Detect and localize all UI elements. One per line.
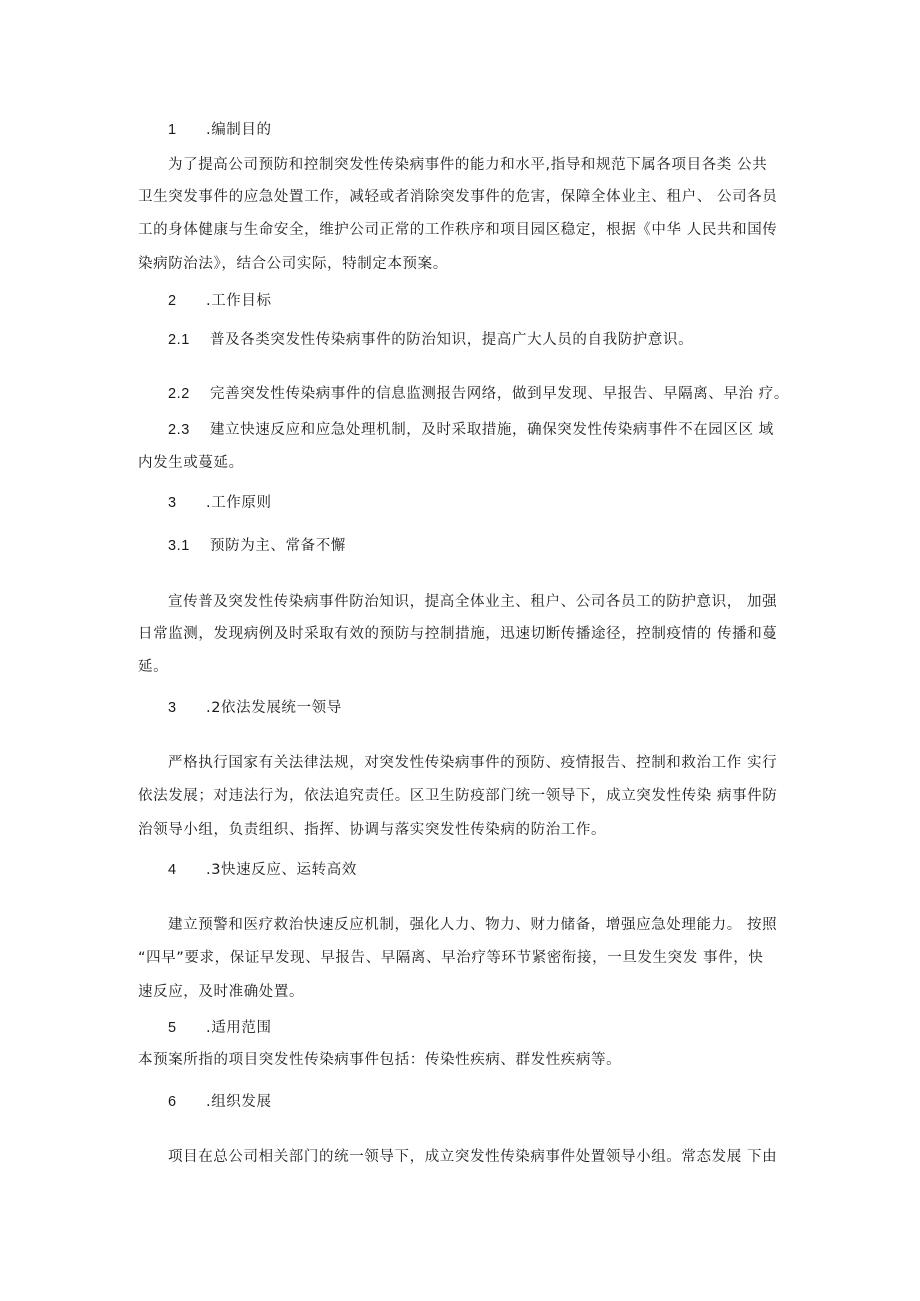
list-item-2-2: 2.2 完善突发性传染病事件的信息监测报告网络，做到早发现、早报告、早隔离、早治 疗。 — [168, 386, 790, 402]
paragraph-line: 卫生突发事件的应急处置工作，减轻或者消除突发事件的危害，保障全体业主、租户、 公司各员 — [138, 189, 778, 205]
list-item-2-1: 2.1 普及各类突发性传染病事件的防治知识，提高广大人员的自我防护意识。 — [168, 332, 694, 348]
paragraph-line: 染病防治法》，结合公司实际，特制定本预案。 — [138, 256, 448, 272]
section-heading-2: 2 .工作目标 — [168, 293, 272, 309]
paragraph-line: 延。 — [138, 659, 169, 675]
paragraph-line: “四早”要求，保证早发现、早报告、早隔离、早治疗等环节紧密衔接，一旦发生突发 事件，快 — [138, 950, 764, 966]
list-item-3-1: 3.1 预防为主、常备不懈 — [168, 538, 346, 554]
paragraph-line: 严格执行国家有关法律法规，对突发性传染病事件的预防、疫情报告、控制和救治工作 实行 — [168, 755, 778, 771]
paragraph-line: 工的身体健康与生命安全，维护公司正常的工作秩序和项目园区稳定，根据《中华 人民共和国传 — [138, 222, 778, 238]
section-heading-4-3: 4 .3快速反应、运转高效 — [168, 862, 357, 878]
paragraph-line: 项目在总公司相关部门的统一领导下，成立突发性传染病事件处置领导小组。常态发展 下由 — [168, 1149, 778, 1165]
paragraph-line: 本预案所指的项目突发性传染病事件包括：传染性疾病、群发性疾病等。 — [138, 1052, 622, 1068]
paragraph-line: 建立预警和医疗救治快速反应机制，强化人力、物力、财力储备，增强应急处理能力。 按照 — [168, 917, 778, 933]
paragraph-line: 治领导小组，负责组织、指挥、协调与落实突发性传染病的防治工作。 — [138, 822, 607, 838]
list-item-2-3: 2.3 建立快速反应和应急处理机制，及时采取措施，确保突发性传染病事件不在园区区 域 — [168, 422, 774, 438]
section-heading-6: 6 .组织发展 — [168, 1094, 272, 1110]
section-heading-5: 5 .适用范围 — [168, 1020, 272, 1036]
paragraph-line: 速反应，及时准确处置。 — [138, 984, 305, 1000]
section-heading-1: 1 .编制目的 — [168, 122, 272, 138]
paragraph-line: 日常监测，发现病例及时采取有效的预防与控制措施，迅速切断传播途径，控制疫情的 传播和蔓 — [138, 626, 778, 642]
section-heading-3-2: 3 .2依法发展统一领导 — [168, 700, 342, 716]
paragraph-line: 为了提高公司预防和控制突发性传染病事件的能力和水平,指导和规范下属各项目各类 公共 — [168, 157, 768, 173]
paragraph-line: 宣传普及突发性传染病事件防治知识，提高全体业主、租户、公司各员工的防护意识， 加强 — [168, 594, 778, 610]
paragraph-line: 内发生或蔓延。 — [138, 455, 244, 471]
section-heading-3: 3 .工作原则 — [168, 495, 272, 511]
paragraph-line: 依法发展；对违法行为，依法追究责任。区卫生防疫部门统一领导下，成立突发性传染 病事件防 — [138, 788, 778, 804]
